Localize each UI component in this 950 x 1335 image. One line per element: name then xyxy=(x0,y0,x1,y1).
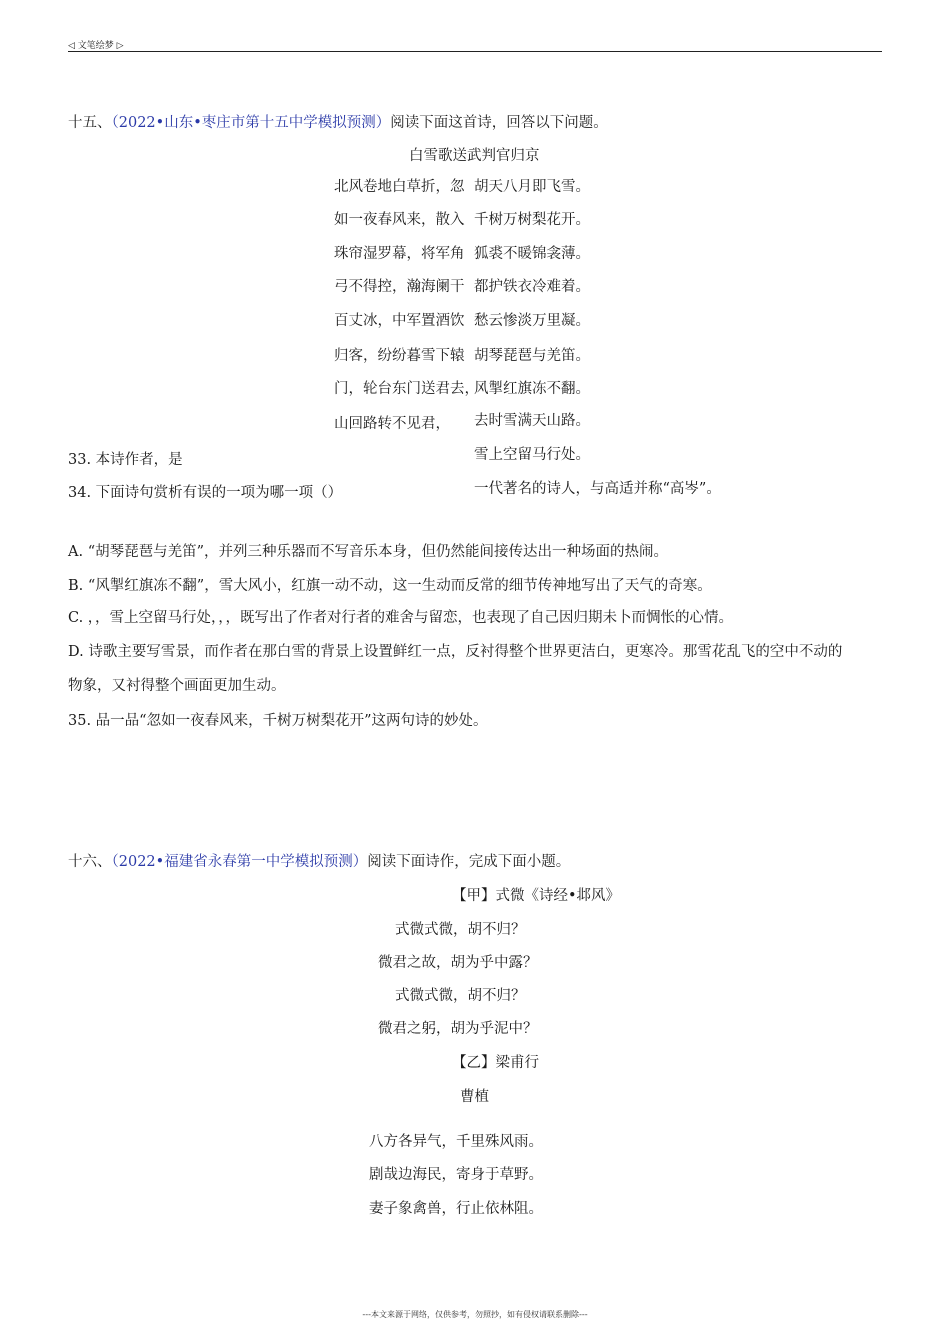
poem-line-right: 狐裘不暖锦衾薄。 xyxy=(474,246,590,262)
poem-yi-line: 妻子象禽兽，行止依林阻。 xyxy=(369,1201,543,1217)
q15-number: 十五、 xyxy=(68,115,112,131)
q15-poem-title: 白雪歌送武判官归京 xyxy=(409,148,540,164)
poem-jia-line: 微君之故，胡为乎中露？ xyxy=(378,955,538,971)
poem-line-right: 一代著名的诗人，与高适并称“高岑”。 xyxy=(474,481,721,497)
poem-line-right: 去时雪满天山路。 xyxy=(474,413,590,429)
q16-heading xyxy=(68,850,570,871)
poem-line-right: 都护铁衣冷难着。 xyxy=(474,279,590,295)
poem-line-left: 如一夜春风来，散入 xyxy=(334,212,465,228)
poem-line-left: 归客，纷纷暮雪下辕 xyxy=(334,348,465,364)
poem-line-right: 胡琴琵琶与羌笛。 xyxy=(474,348,590,364)
option-b: B. “风掣红旗冻不翻”，雪大风小，红旗一动不动，这一生动而反常的细节传神地写出了天气的奇寒。 xyxy=(68,578,712,594)
option-d: D. 诗歌主要写雪景，而作者在那白雪的背景上设置鲜红一点，反衬得整个世界更洁白，更寒冷。那雪花乱飞的空中不动的 xyxy=(68,644,843,660)
q15-source: （2022•山东•枣庄市第十五中学模拟预测） xyxy=(111,115,391,131)
poem-line-right: 千树万树梨花开。 xyxy=(474,212,590,228)
option-a: A. “胡琴琵琶与羌笛”，并列三种乐器而不写音乐本身，但仍然能间接传达出一种场面的热闹。 xyxy=(68,544,669,560)
q16-instruction: 阅读下面诗作，完成下面小题。 xyxy=(367,854,571,870)
poem-line-right: 风掣红旗冻不翻。 xyxy=(474,381,590,397)
poem-line-left: 门，轮台东门送君去， xyxy=(334,381,479,397)
poem-jia-line: 微君之躬，胡为乎泥中？ xyxy=(378,1021,538,1037)
header-divider xyxy=(68,51,882,52)
option-c: C. ，，雪上空留马行处，，，既写出了作者对行者的难舍与留恋，也表现了自己因归期未卜而惆怅的心情。 xyxy=(68,610,734,626)
poem-yi-author: 曹植 xyxy=(460,1089,489,1105)
question-33: 33. 本诗作者，是 xyxy=(68,452,183,468)
footer-disclaimer: ---本文来源于网络，仅供参考，勿照抄，如有侵权请联系删除--- xyxy=(362,1310,588,1319)
poem-jia-title: 【甲】式微《诗经•邶风》 xyxy=(452,888,621,904)
q15-instruction: 阅读下面这首诗，回答以下问题。 xyxy=(390,115,608,131)
poem-line-left: 山回路转不见君， xyxy=(334,416,450,432)
poem-line-left: 弓不得控，瀚海阑干 xyxy=(334,279,465,295)
question-34: 34. 下面诗句赏析有误的一项为哪一项（） xyxy=(68,485,343,501)
poem-yi-line: 八方各异气，千里殊风雨。 xyxy=(369,1134,543,1150)
q15-heading xyxy=(68,111,608,132)
poem-yi-line: 剧哉边海民，寄身于草野。 xyxy=(369,1167,543,1183)
poem-line-left: 北风卷地白草折，忽 xyxy=(334,179,465,195)
header-label: ◁ 文笔绘梦 ▷ xyxy=(68,41,124,51)
poem-yi-title: 【乙】梁甫行 xyxy=(452,1055,539,1071)
poem-line-right: 愁云惨淡万里凝。 xyxy=(474,313,590,329)
poem-jia-line: 式微式微，胡不归？ xyxy=(395,988,526,1004)
q16-number: 十六、 xyxy=(68,854,112,870)
poem-jia-line: 式微式微，胡不归？ xyxy=(395,922,526,938)
poem-line-left: 百丈冰，中军置酒饮 xyxy=(334,313,465,329)
question-35: 35. 品一品“忽如一夜春风来，千树万树梨花开”这两句诗的妙处。 xyxy=(68,713,488,729)
option-d-continued: 物象，又衬得整个画面更加生动。 xyxy=(68,678,286,694)
poem-line-right: 雪上空留马行处。 xyxy=(474,447,590,463)
poem-line-left: 珠帘湿罗幕，将军角 xyxy=(334,246,465,262)
poem-line-right: 胡天八月即飞雪。 xyxy=(474,179,590,195)
q16-source: （2022•福建省永春第一中学模拟预测） xyxy=(111,854,368,870)
